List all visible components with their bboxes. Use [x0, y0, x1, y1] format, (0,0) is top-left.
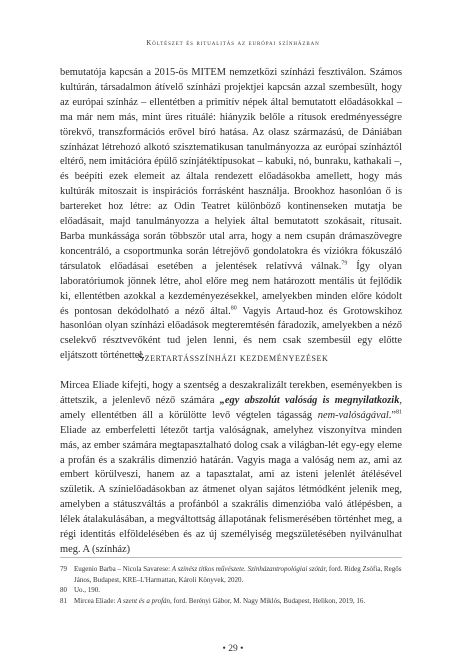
italic-term: nem-valóságával [317, 409, 389, 421]
paragraph-text: bemutatója kapcsán a 2015-ös MITEM nemzetközi színházi fesztiválon. Számos kultúrán, társadalmon átívelő színházi projektjei kapcsán azzal szembesült, hogy az európai színház – ellentétben a primitív népek által bemutatott előadásokkal – ma már nem más, mint üres rituálé: hiányzik belőle a rítusok eredményességre törekvő, transzformációs erővel bíró hatása. Az olasz származású, de Dániában színházat létrehozó alkotó szisztematikusan tanulmányozza az európai színháztól eltérő, nem imitációra épülő színjátéktípusokat – kabuki, nó, bunraku, kathakali –, és beépíti ezek elemeit az általa rendezett előadásokba amellett, hogy más kultúrák mítoszait is inspirációs forrásként használja. Brookhoz hasonlóan ő is bartereket hoz létre: az Odin Teatret különböző kontinenseken mutatja be előadásait, majd tanulmányozza a helyiek által bemutatott szokásait, rítusait. Barba munkássága során többször utal arra, hogy a nem csupán drámaszövegre koncentráló, a csoportmunka során létrejövő gondolatokra és víziókra fókuszáló társulatok előadásai esetében a jelentések relatívvá válnak. [60, 67, 402, 272]
footnote-ref: 79 [341, 260, 348, 267]
emphasized-quote: „egy abszolút valóság is megnyilatkozik [219, 394, 400, 406]
body-paragraph-1 [60, 66, 402, 364]
footnote-text-part: Uo., 190. [74, 586, 101, 595]
paragraph-text: , amely ellentétben áll a körülötte levő végtelen tágasság [60, 394, 402, 421]
footnote [60, 564, 402, 585]
footnote-text [74, 596, 402, 607]
section-heading: Szertartásszínházi kezdeményezések [137, 352, 329, 364]
footnote-number: 80 [60, 586, 67, 595]
footnote-text-part: ford. Rideg Zsófia, Regős János, Budapest, KRE–L'Harmattan, Károli Könyvek, 2020. [74, 565, 402, 584]
footnotes [60, 564, 402, 606]
paragraph-text: Így olyan laboratóriumok jönnek létre, ahol előre meg nem határozott mentális út fejlődik ki, ellentétben azokkal a kezdeményezésekkel, amelyekben minden előre kódolt és pontosan dekódolható a néző által. [60, 260, 402, 317]
footnote-number: 79 [60, 565, 67, 573]
footnote-divider [60, 557, 402, 558]
paragraph-text: Vagyis Artaud-hoz és Grotowskihoz hasonlóan olyan színházi előadások megteremtésén fáradozik, amelyekben a néző cselekvő résztvevőként tud jelen lenni, és nem csak szembesül egy előtte eljátszott történettel. [60, 305, 402, 362]
body-paragraph-2 [60, 379, 402, 558]
running-header: Költészet és ritualitás az európai színházban [146, 40, 320, 47]
paragraph-text: .” [388, 409, 396, 421]
footnote-text-part: ford. Berényi Gábor, M. Nagy Miklós, Budapest, Helikon, 2019, 16. [171, 596, 366, 605]
footnote-text-part: Eugenio Barba – Nicola Savarese: [74, 565, 172, 573]
footnote-title: A színész titkos művészete. Színházantropológiai szótár, [171, 565, 328, 573]
footnote [60, 596, 402, 607]
footnote [60, 585, 402, 596]
page-number: • 29 • [222, 644, 244, 654]
footnote-ref: 81 [396, 409, 402, 416]
paragraph-text: Mircea Eliade kifejti, hogy a szentség a deszakralizált terekben, eseményekben is áttetszik, a jelenlevő néző számára [60, 380, 402, 406]
footnote-text [74, 585, 402, 596]
footnote-text-part: Mircea Eliade: [74, 596, 118, 605]
footnote-text [74, 564, 402, 585]
paragraph-text: Eliade az emberfeletti létezőt tartja valóságnak, amelyhez viszonyítva minden más, az ember számára megtapasztalható dolog csak a világban-lét egy-egy eleme a profán és a szakrális dimenzió határán. Vagyis maga a valóság nem az, ami az embert körülveszi, hanem az a tapasztalat, ami az isteni jelenlét átélésével születik. A színielőadásokban az átmenet olyan sajátos létmódként jelenik meg, amelyben a státuszváltás a profánból a szakrális dimenzióba való átlépésben, a lélek átalakulásában, a megváltottság állapotának felismerésében történhet meg, a régi identitás elföldelésében és az új személyiség megszületésében nyilvánulhat meg. A (színház) [60, 424, 402, 555]
footnote-ref: 80 [230, 305, 237, 312]
footnote-title: A szent és a profán, [117, 596, 172, 605]
footnote-number: 81 [60, 596, 67, 605]
